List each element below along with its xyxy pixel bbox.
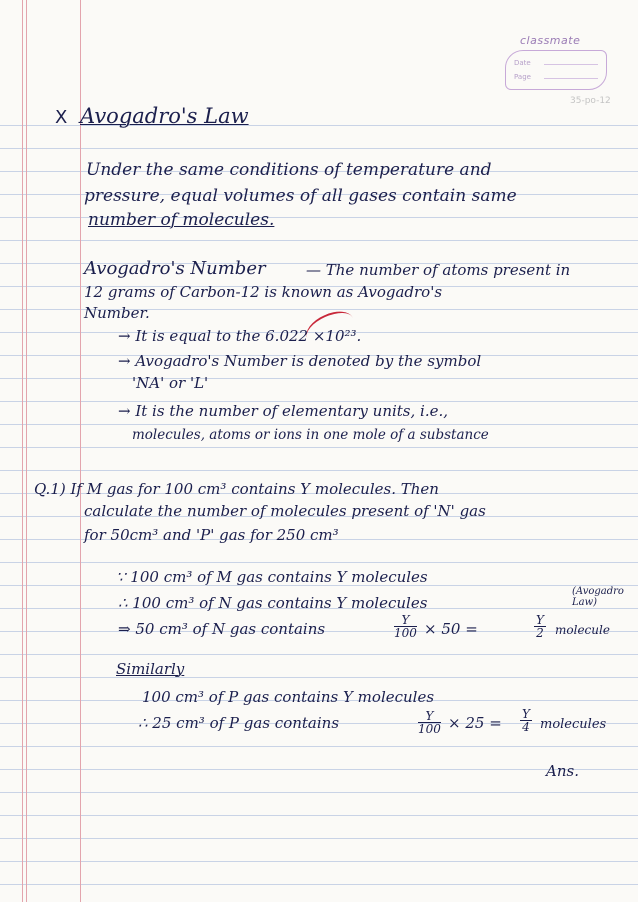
date-page-box (505, 50, 607, 90)
fraction-numerator: Y (522, 707, 530, 721)
fraction-y-over-2 (534, 614, 546, 639)
solution-line-4: 100 cm³ of P gas contains Y molecules (142, 688, 435, 706)
similarly-label: Similarly (116, 660, 185, 678)
fraction-denominator: 4 (522, 720, 530, 734)
answer-label: Ans. (546, 762, 579, 780)
question-line-2: calculate the number of molecules present of 'N' gas (84, 502, 486, 520)
avogadro-law-note: (Avogadro Law) (572, 586, 624, 608)
unit-molecule: molecule (555, 623, 610, 637)
fraction-denominator: 100 (418, 722, 441, 736)
question-line-3: for 50cm³ and 'P' gas for 250 cm³ (84, 526, 339, 544)
date-label: Date (514, 59, 531, 67)
point-elementary-units: → It is the number of elementary units, i.e., (118, 402, 449, 420)
fraction-numerator: Y (536, 613, 544, 627)
page-number: 35-po-12 (570, 96, 611, 106)
cross-mark: X (55, 107, 68, 128)
definition-line-1: Under the same conditions of temperature and (86, 160, 492, 180)
definition-line-2: pressure, equal volumes of all gases contain same (84, 186, 517, 206)
multiply-50: × 50 = (424, 620, 478, 638)
point-symbol: → Avogadro's Number is denoted by the symbol (118, 352, 482, 370)
avogadro-number-line-3: Number. (84, 304, 150, 322)
fraction-y-over-100-p (418, 710, 441, 735)
page-title: Avogadro's Law (80, 104, 249, 128)
solution-line-3: ⇒ 50 cm³ of N gas contains (118, 620, 326, 638)
unit-molecules: molecules (540, 717, 607, 732)
avogadro-number-heading: Avogadro's Number (84, 258, 266, 279)
fraction-numerator: Y (394, 614, 417, 627)
fraction-numerator: Y (418, 710, 441, 723)
multiply-25: × 25 = (448, 714, 502, 732)
question-line-1: Q.1) If M gas for 100 cm³ contains Y molecules. Then (34, 480, 439, 498)
fraction-denominator: 100 (394, 626, 417, 640)
fraction-y-over-4 (520, 708, 532, 733)
fraction-y-over-100 (394, 614, 417, 639)
fraction-denominator: 2 (536, 626, 544, 640)
solution-line-2: ∴ 100 cm³ of N gas contains Y molecules (118, 594, 428, 612)
page-label: Page (514, 73, 531, 81)
point-equal-to: → It is equal to the 6.022 ×10²³. (118, 327, 362, 345)
margin-line-left-1 (22, 0, 23, 902)
point-elementary-units-cont: molecules, atoms or ions in one mole of a substance (132, 427, 489, 443)
margin-line-left-3 (80, 0, 81, 902)
point-symbol-values: 'NA' or 'L' (132, 374, 209, 392)
avogadro-number-definition: — The number of atoms present in (306, 261, 571, 279)
solution-line-5: ∴ 25 cm³ of P gas contains (138, 714, 340, 732)
margin-line-left-2 (26, 0, 27, 902)
solution-line-1: ∵ 100 cm³ of M gas contains Y molecules (116, 568, 428, 586)
avogadro-number-line-2: 12 grams of Carbon-12 is known as Avogadro's (84, 283, 443, 301)
definition-line-3: number of molecules. (88, 210, 275, 230)
brand-logo: classmate (520, 34, 581, 47)
